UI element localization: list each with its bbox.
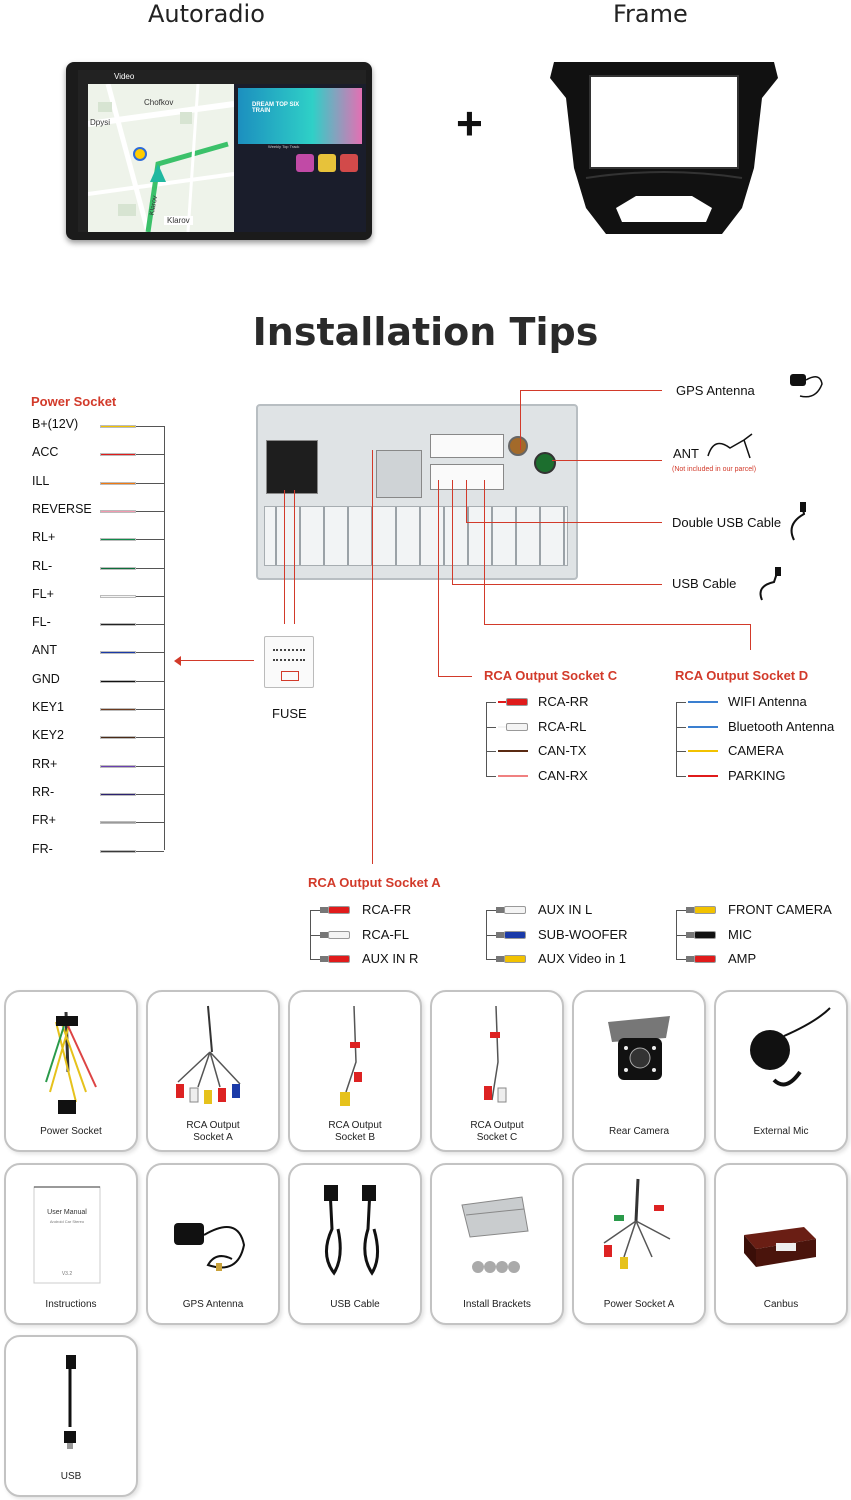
accessory-card-row2-4	[572, 1163, 706, 1325]
accessory-image-row1-4	[574, 992, 704, 1122]
rca-a2-plug-body-1	[496, 932, 504, 938]
rca-c-plug-0	[506, 698, 528, 706]
wire-tick-3	[136, 511, 164, 512]
ant-port	[534, 452, 556, 474]
rca-a3-plug-0	[694, 906, 716, 914]
dusb-line-v	[466, 480, 467, 522]
accessory-image-row1-0	[6, 992, 136, 1122]
wire-7	[100, 623, 136, 626]
double-usb-label: Double USB Cable	[672, 515, 782, 530]
wire-label-14: FR+	[32, 813, 56, 828]
accessory-caption-row1-5: External Mic	[753, 1126, 809, 1137]
rca-a2-label-2: AUX Video in 1	[538, 951, 626, 966]
accessory-caption-row1-4: Rear Camera	[608, 1126, 670, 1137]
rca-c-label-2: CAN-TX	[538, 743, 587, 758]
radio-status-bar	[78, 70, 366, 84]
rca-d-wire-1	[688, 726, 718, 728]
fuse-element	[281, 671, 299, 681]
head-unit-back	[256, 404, 578, 580]
ant-line	[552, 460, 662, 461]
rca-d-wire-2	[688, 750, 718, 752]
rca-a2-label-1: SUB-WOOFER	[538, 926, 628, 942]
accessory-caption-row2-4: Power Socket A	[603, 1299, 675, 1310]
wire-label-2: ILL	[32, 473, 50, 488]
gps-antenna-icon	[786, 368, 826, 404]
wire-tick-6	[136, 596, 164, 597]
plus-sign: +	[456, 97, 483, 149]
accessory-image-row2-1	[148, 1165, 278, 1295]
manual-sub: Android Car Stereo	[49, 1219, 85, 1224]
autoradio-image	[66, 62, 372, 240]
rca-d-title: RCA Output Socket D	[675, 668, 809, 683]
rca-d-label-2: CAMERA	[728, 743, 784, 758]
power-bus-line	[164, 426, 165, 850]
accessory-image-row2-4	[574, 1165, 704, 1295]
accessory-caption-row3-0: USB	[60, 1471, 82, 1482]
rcac-line-h	[438, 676, 472, 677]
wire-tick-12	[136, 766, 164, 767]
ant-label: ANT	[673, 446, 699, 461]
rcaa-line-v	[372, 450, 373, 864]
rca-a1-tick-0	[310, 910, 320, 911]
wire-label-9: GND	[32, 671, 60, 686]
accessory-image-row1-5	[716, 992, 846, 1122]
dusb-line-h	[466, 522, 662, 523]
rca-a1-plug-body-2	[320, 956, 328, 962]
gps-line-v	[520, 390, 521, 450]
wire-8	[100, 651, 136, 654]
wire-tick-5	[136, 568, 164, 569]
manual-version: V3.2	[61, 1271, 73, 1277]
gps-port	[508, 436, 528, 456]
accessory-image-row2-5	[716, 1165, 846, 1295]
album-tile-2	[318, 154, 336, 172]
ant-note: (Not included in our parcel)	[672, 466, 757, 473]
wire-13	[100, 793, 136, 796]
rca-a1-tick-2	[310, 959, 320, 960]
wire-9	[100, 680, 136, 683]
fuse-label: FUSE	[272, 706, 307, 721]
rca-a1-label-0: RCA-FR	[362, 902, 412, 917]
manual-title: User Manual	[47, 1209, 87, 1216]
accessory-image-row2-2	[290, 1165, 420, 1295]
wire-0	[100, 425, 136, 428]
wire-3	[100, 510, 136, 513]
rca-a3-tick-2	[676, 959, 686, 960]
map-label-1: Chofkov	[144, 98, 174, 107]
gps-antenna-label: GPS Antenna	[676, 383, 755, 398]
rca-d-wire-3	[688, 775, 718, 777]
rca-d-label-0: WIFI Antenna	[728, 694, 807, 709]
rca-a1-tick-1	[310, 935, 320, 936]
accessory-card-row2-1	[146, 1163, 280, 1325]
accessory-image-row2-3	[432, 1165, 562, 1295]
rca-a3-label-1: MIC	[728, 926, 752, 942]
rca-a3-plug-body-1	[686, 932, 694, 938]
heat-sink	[264, 506, 568, 566]
rca-a2-tick-0	[486, 910, 496, 911]
wire-15	[100, 850, 136, 853]
rca-a1-label-2: AUX IN R	[362, 951, 419, 966]
wire-label-10: KEY1	[32, 700, 64, 714]
rca-a2-plug-1	[504, 931, 526, 939]
rca-a1-plug-2	[328, 955, 350, 963]
rca-a1-plug-1	[328, 931, 350, 939]
wire-tick-10	[136, 709, 164, 710]
usb-cable-icon	[752, 566, 786, 606]
rca-c-label-1: RCA-RL	[538, 718, 587, 734]
rca-a3-label-2: AMP	[728, 951, 757, 966]
rca-d-label-3: PARKING	[728, 767, 786, 783]
radio-screen	[78, 70, 366, 232]
fuse-dots-1	[273, 649, 305, 651]
frame-title: Frame	[613, 0, 688, 28]
accessory-caption-row2-2: USB Cable	[330, 1299, 380, 1310]
rca-a3-plug-body-0	[686, 907, 694, 913]
autoradio-title: Autoradio	[148, 0, 265, 28]
wire-label-8: ANT	[32, 643, 57, 658]
wire-14	[100, 821, 136, 824]
rca-c-wire-2	[498, 750, 528, 752]
accessory-caption-row1-2-a: RCA Output	[328, 1120, 382, 1131]
wire-label-15: FR-	[32, 841, 53, 856]
frame-shape	[546, 58, 782, 240]
accessory-caption-row2-1: GPS Antenna	[182, 1299, 244, 1310]
wire-11	[100, 736, 136, 739]
rca-d-tick-0	[676, 702, 686, 703]
rca-a1-label-1: RCA-FL	[362, 926, 409, 942]
accessory-caption-row1-2-b: Socket B	[334, 1132, 376, 1143]
accessory-card-row2-2	[288, 1163, 422, 1325]
rca-c-bus	[486, 702, 487, 776]
rca-a3-plug-body-2	[686, 956, 694, 962]
rca-a1-plug-0	[328, 906, 350, 914]
ribbon-clip	[376, 450, 422, 498]
rca-a2-plug-body-2	[496, 956, 504, 962]
rca-a2-label-0: AUX IN L	[538, 902, 593, 917]
accessory-image-row3-0	[6, 1337, 136, 1467]
wire-tick-11	[136, 737, 164, 738]
album-tile-3	[340, 154, 358, 172]
wire-12	[100, 765, 136, 768]
rca-a2-plug-0	[504, 906, 526, 914]
accessory-image-row1-1	[148, 992, 278, 1122]
accessory-card-row2-0	[4, 1163, 138, 1325]
rca-a3-tick-1	[676, 935, 686, 936]
rca-a3-tick-0	[676, 910, 686, 911]
double-usb-icon	[780, 500, 810, 546]
accessory-caption-row2-5: Canbus	[763, 1299, 799, 1310]
wire-label-13: RR-	[32, 784, 55, 799]
wire-tick-4	[136, 539, 164, 540]
rcac-line-v	[438, 480, 439, 676]
accessory-caption-row2-0: Instructions	[45, 1299, 97, 1310]
wire-label-11: KEY2	[32, 728, 64, 743]
wire-tick-2	[136, 483, 164, 484]
installation-tips-title: Installation Tips	[252, 310, 599, 354]
rca-connector-top	[430, 434, 504, 458]
wire-label-1: ACC	[32, 445, 59, 460]
rca-d-label-1: Bluetooth Antenna	[728, 718, 835, 734]
rcad-line-h	[484, 624, 750, 625]
wire-4	[100, 538, 136, 541]
accessory-card-row1-0	[4, 990, 138, 1152]
rca-c-wire-3	[498, 775, 528, 777]
fuse-line-2	[294, 490, 295, 624]
ant-icon	[704, 430, 760, 462]
radio-app-title: Video	[114, 72, 135, 81]
power-connector	[266, 440, 318, 494]
frame-image	[546, 58, 782, 240]
accessory-card-row2-5	[714, 1163, 848, 1325]
rca-a2-plug-body-0	[496, 907, 504, 913]
wire-6	[100, 595, 136, 598]
wire-tick-13	[136, 794, 164, 795]
music-banner	[238, 88, 362, 144]
wire-tick-1	[136, 454, 164, 455]
rca-connector-bottom	[430, 464, 504, 490]
accessory-caption-row1-1-b: Socket A	[193, 1132, 233, 1143]
accessory-caption-row1-1-a: RCA Output	[186, 1120, 240, 1131]
map-label-2: Dpysi	[90, 118, 111, 127]
wire-tick-7	[136, 624, 164, 625]
rca-d-tick-3	[676, 776, 686, 777]
rca-a3-label-0: FRONT CAMERA	[728, 902, 832, 917]
rca-a2-tick-1	[486, 935, 496, 936]
music-section: Weekly Top Track	[268, 144, 300, 149]
wire-2	[100, 482, 136, 485]
accessory-image-row1-2	[290, 992, 420, 1122]
accessory-card-row3-0	[4, 1335, 138, 1497]
rca-d-tick-1	[676, 727, 686, 728]
rca-c-tick-3	[486, 776, 496, 777]
rca-a1-plug-body-1	[320, 932, 328, 938]
wire-label-0: B+(12V)	[32, 417, 79, 431]
rca-c-label-0: RCA-RR	[538, 694, 589, 709]
rca-a2-tick-2	[486, 959, 496, 960]
rca-a3-plug-1	[694, 931, 716, 939]
banner-text: DREAM TOP SIX TRAIN	[252, 102, 300, 114]
rca-c-tick-1	[486, 727, 496, 728]
power-socket-title: Power Socket	[31, 394, 117, 409]
usb-cable-label: USB Cable	[672, 576, 737, 591]
wire-label-6: FL+	[32, 586, 54, 601]
radio-map	[88, 84, 234, 232]
map-label-3: Klarov	[164, 216, 193, 225]
accessory-caption-row1-0: Power Socket	[40, 1126, 102, 1137]
accessory-card-row1-1	[146, 990, 280, 1152]
rca-d-bus	[676, 702, 677, 776]
wire-5	[100, 567, 136, 570]
accessory-caption-row1-3-a: RCA Output	[470, 1120, 524, 1131]
wire-1	[100, 453, 136, 456]
rca-c-label-3: CAN-RX	[538, 767, 588, 783]
fuse-dots-2	[273, 659, 305, 661]
map-label-4: Klarov	[148, 195, 160, 216]
fuse-arrow-line	[178, 660, 254, 661]
wire-tick-9	[136, 681, 164, 682]
accessory-card-row1-4	[572, 990, 706, 1152]
wire-tick-0	[136, 426, 164, 427]
fuse-box	[264, 636, 314, 688]
rca-d-tick-2	[676, 751, 686, 752]
rca-d-wire-0	[688, 701, 718, 703]
accessory-card-row1-2	[288, 990, 422, 1152]
wire-label-7: FL-	[32, 615, 51, 630]
fuse-line-1	[284, 490, 285, 624]
accessory-card-row1-5	[714, 990, 848, 1152]
accessory-caption-row2-3: Install Brackets	[463, 1299, 531, 1310]
fuse-arrow-head	[174, 656, 181, 666]
rca-c-tick-0	[486, 702, 496, 703]
accessory-image-row1-3	[432, 992, 562, 1122]
wire-10	[100, 708, 136, 711]
wire-label-5: RL-	[32, 558, 53, 573]
rca-a2-plug-2	[504, 955, 526, 963]
wire-tick-14	[136, 822, 164, 823]
wire-label-3: REVERSE	[32, 501, 92, 516]
rca-a-title: RCA Output Socket A	[308, 875, 441, 890]
rcad-line-down	[750, 624, 751, 650]
wire-label-4: RL+	[32, 530, 56, 545]
accessory-caption-row1-3-b: Socket C	[476, 1132, 518, 1143]
usb-line-v	[452, 480, 453, 584]
album-tile-1	[296, 154, 314, 172]
wire-tick-15	[136, 851, 164, 852]
accessory-card-row2-3	[430, 1163, 564, 1325]
accessory-card-row1-3	[430, 990, 564, 1152]
rca-a1-plug-body-0	[320, 907, 328, 913]
gps-line-h	[520, 390, 662, 391]
rcad-line-v	[484, 480, 485, 624]
rca-c-title: RCA Output Socket C	[484, 668, 618, 683]
rca-c-tick-2	[486, 751, 496, 752]
rca-a3-plug-2	[694, 955, 716, 963]
rca-c-plug-1	[506, 723, 528, 731]
wire-tick-8	[136, 652, 164, 653]
radio-sidebar	[78, 84, 88, 232]
wire-label-12: RR+	[32, 756, 58, 771]
